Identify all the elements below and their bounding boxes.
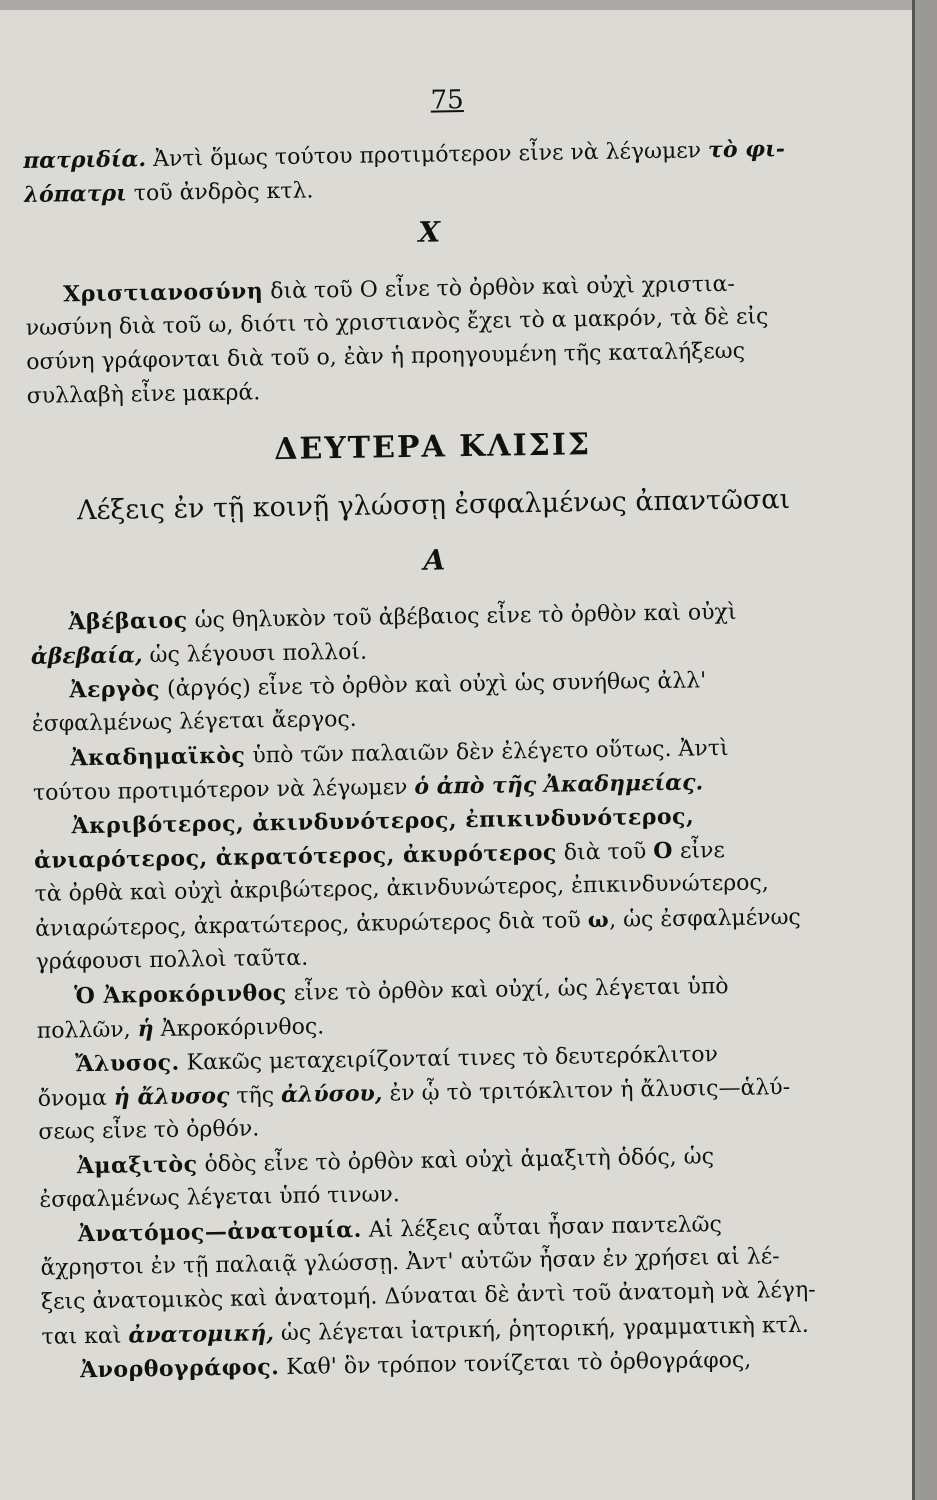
page-top-edge [0, 0, 937, 10]
line-text: Ἀκροκόρινθος. [153, 1014, 325, 1043]
line-text: εἶνε [672, 838, 725, 864]
letter-heading-a: Α [423, 543, 446, 577]
line-text: οσύνη γράφονται διὰ τοῦ ο, ἐὰν ἡ προηγουμένη τῆς καταλήξεως [26, 338, 746, 375]
book-spine [915, 0, 937, 1500]
emphasized-text: Ἀβέβαιος [68, 607, 188, 636]
line-text: ὡς θηλυκὸν τοῦ ἀβέβαιος εἶνε τὸ ὀρθὸν καὶ οὐχὶ [187, 599, 737, 634]
line-text: Κακῶς μεταχειρίζονταί τινες τὸ δευτερόκλιτον [179, 1042, 719, 1076]
emphasized-text: Χριστιανοσύνη [62, 278, 264, 308]
emphasized-text: Ἄλυσος. [75, 1049, 180, 1078]
emphasized-text: ὁ ἀπὸ τῆς Ἀκαδημείας. [414, 769, 704, 800]
line-text: διὰ τοῦ [556, 839, 654, 866]
line-text: ὄνομα [37, 1085, 115, 1112]
line-text: πολλῶν, [36, 1017, 138, 1044]
line-text: νωσύνη διὰ τοῦ ω, διότι τὸ χριστιανὸς ἔχει τὸ α μακρόν, τὰ δὲ εἰς [25, 304, 769, 341]
letter-heading-x: Χ [418, 215, 441, 249]
line-text: ὡς λέγεται ἰατρική, ῥητορική, γραμματικὴ κτλ. [273, 1312, 809, 1347]
line-text: Καθ' ὃν τρόπον τονίζεται τὸ ὀρθογράφος, [279, 1347, 752, 1381]
line-text: ξεις ἀνατομικὸς καὶ ἀνατομή. Δύναται δὲ ἀντὶ τοῦ ἀνατομὴ νὰ λέγη- [40, 1277, 816, 1315]
line-text: Ἀντὶ ὅμως τούτου προτιμότερον εἶνε νὰ λέγωμεν [145, 138, 709, 173]
emphasized-text: Ἀεργὸς [69, 675, 161, 704]
emphasized-text: Ἀμαξιτὸς [76, 1151, 198, 1180]
emphasized-text: πατριδία. [22, 146, 147, 174]
emphasized-text: ἀνιαρότερος, ἀκρατότερος, ἀκυρότερος [33, 839, 558, 874]
line-text: ὑπὸ τῶν παλαιῶν δὲν ἐλέγετο οὕτως. Ἀντὶ [245, 735, 729, 769]
emphasized-text: Ἀκαδημαϊκὸς [70, 742, 246, 772]
emphasized-text: ἡ [137, 1016, 154, 1043]
page-number: 75 [430, 85, 464, 116]
a-entries [30, 593, 852, 1388]
line-text: ὡς λέγουσι πολλοί. [142, 639, 368, 669]
line-text: ται καὶ [41, 1323, 129, 1350]
section-title: ΔΕΥΤΕΡΑ ΚΛΙΣΙΣ [273, 427, 592, 468]
line-text: τούτου προτιμότερον νὰ λέγωμεν [32, 774, 415, 806]
emphasized-text: ω [587, 906, 610, 934]
emphasized-text: τὸ φι- [707, 136, 786, 164]
emphasized-text: Ἀνατόμος—ἀνατομία. [77, 1216, 362, 1248]
line-text: ἄχρηστοι ἐν τῇ παλαιᾷ γλώσσῃ. Ἀντ' αὐτῶν ἦσαν ἐν χρήσει αἱ λέ- [40, 1244, 780, 1281]
intro-paragraph [23, 131, 834, 212]
line-text: ὁδὸς εἶνε τὸ ὀρθὸν καὶ οὐχὶ ἁμαξιτὴ ὁδός, ὡς [197, 1144, 715, 1178]
line-text: ἐσφαλμένως λέγεται ἄεργος. [31, 706, 357, 737]
line-text: εἶνε τὸ ὀρθὸν καὶ οὐχί, ὡς λέγεται ὑπὸ [286, 974, 729, 1006]
text-block [22, 79, 852, 1388]
line-text: τὰ ὀρθὰ καὶ οὐχὶ ἀκριβώτερος, ἀκινδυνώτερος, ἐπικινδυνώτερος, [34, 870, 769, 907]
emphasized-text: ἀλύσου, [280, 1080, 383, 1109]
line-text: Αἱ λέξεις αὗται ἦσαν παντελῶς [361, 1212, 722, 1243]
emphasized-text: Ο [653, 837, 674, 865]
x-entries [25, 265, 837, 414]
line-text: συλλαβὴ εἶνε μακρά. [26, 380, 261, 409]
line-text: σεως εἶνε τὸ ὀρθόν. [38, 1116, 260, 1145]
line-text: ἀνιαρώτερος, ἀκρατώτερος, ἀκυρώτερος διὰ τοῦ [34, 908, 588, 942]
emphasized-text: ἡ ἄλυσος [113, 1082, 230, 1111]
line-text: , ὡς ἐσφαλμένως [608, 904, 801, 933]
line-text: διὰ τοῦ Ο εἶνε τὸ ὀρθὸν καὶ οὐχὶ χριστια- [263, 271, 736, 305]
emphasized-text: ἀβεβαία, [30, 642, 143, 670]
line-text: τῆς [229, 1083, 282, 1109]
emphasized-text: Ὁ Ἀκροκόρινθος [74, 979, 287, 1010]
line-text: (ἀργός) εἶνε τὸ ὀρθὸν καὶ οὐχὶ ὡς συνήθως ἀλλ' [159, 668, 707, 702]
section-subtitle: Λέξεις ἐν τῇ κοινῇ γλώσσῃ ἐσφαλμένως ἀπαντῶσαι [76, 483, 791, 527]
emphasized-text: Ἀνορθογράφος. [79, 1354, 280, 1384]
emphasized-text: ἀνατομική, [128, 1320, 275, 1349]
line-text: τοῦ ἀνδρὸς κτλ. [126, 178, 314, 207]
emphasized-text: λόπατρι [23, 180, 128, 208]
line-text: γράφουσι πολλοὶ ταῦτα. [35, 945, 309, 975]
emphasized-text: Ἀκριβότερος, ἀκινδυνότερος, ἐπικινδυνότερος, [71, 803, 695, 840]
line-text: ἐσφαλμένως λέγεται ὑπό τινων. [39, 1182, 401, 1213]
line-text: ἐν ᾧ τὸ τριτόκλιτον ἡ ἄλυσις—ἁλύ- [382, 1075, 791, 1107]
